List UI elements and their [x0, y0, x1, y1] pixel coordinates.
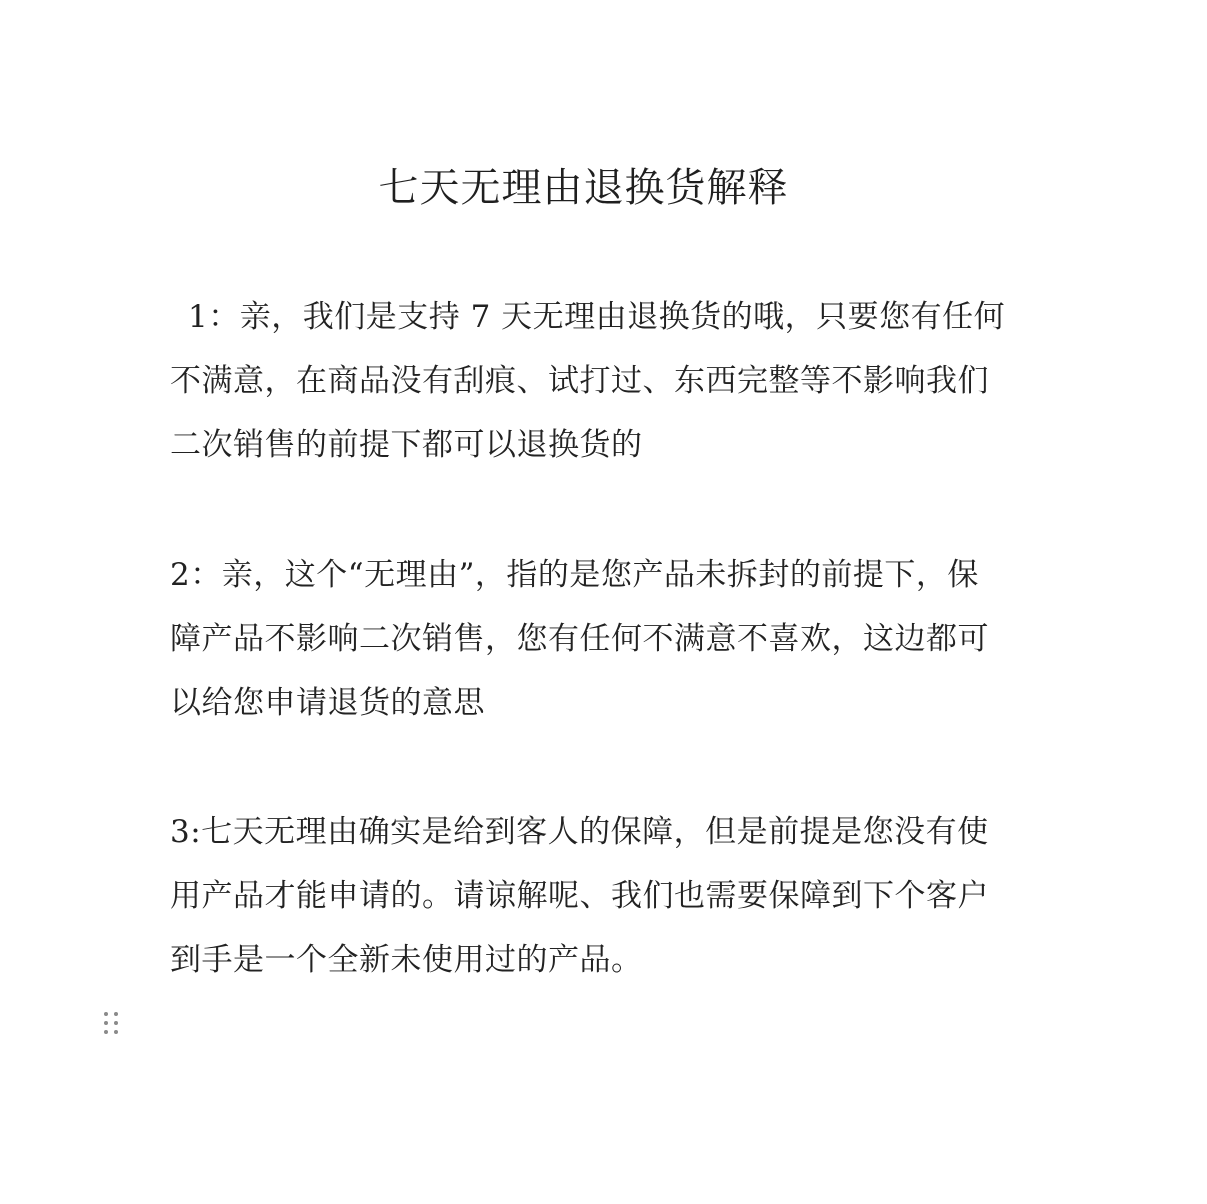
paragraph-line: 3:七天无理由确实是给到客人的保障，但是前提是您没有使: [170, 814, 989, 850]
paragraph-line: 1：亲，我们是支持 7 天无理由退换货的哦，只要您有任何: [188, 299, 1006, 335]
paragraph-line: 以给您申请退货的意思: [170, 685, 485, 721]
paragraph-line: 障产品不影响二次销售，您有任何不满意不喜欢，这边都可: [170, 621, 989, 657]
paragraph-2: [170, 543, 1040, 735]
paragraph-line: 2：亲，这个“无理由”，指的是您产品未拆封的前提下，保: [170, 557, 979, 593]
paragraph-line: 到手是一个全新未使用过的产品。: [170, 942, 643, 978]
paragraph-line: 不满意，在商品没有刮痕、试打过、东西完整等不影响我们: [170, 363, 989, 399]
document-title: 七天无理由退换货解释: [378, 165, 789, 211]
paragraph-3: [170, 800, 1040, 992]
paragraph-1: [170, 285, 1040, 477]
drag-handle-icon[interactable]: [104, 1012, 124, 1036]
paragraph-line: 二次销售的前提下都可以退换货的: [170, 427, 643, 463]
paragraph-line: 用产品才能申请的。请谅解呢、我们也需要保障到下个客户: [170, 878, 989, 914]
